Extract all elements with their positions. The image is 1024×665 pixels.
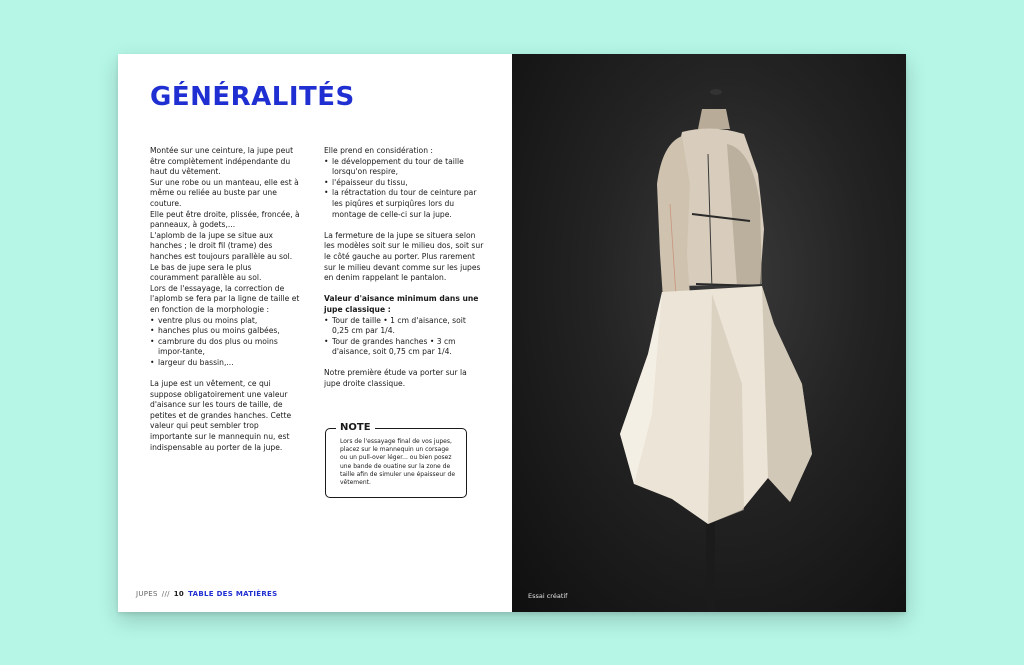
note-text: Lors de l'essayage final de vos jupes, placez sur le mannequin un corsage ou un pull-over léger... ou bien posez une bande de ouatine sur la zone de taille afin de simuler une épaisseur de vêtement. (340, 438, 456, 487)
consideration-list (324, 157, 484, 221)
paragraph: Elle peut être droite, plissée, froncée, à panneaux, à godets,... (150, 209, 300, 230)
footer-section: JUPES (136, 590, 158, 598)
right-page-photo (512, 54, 906, 612)
list-item: • largeur du bassin,... (150, 358, 300, 369)
mannequin-photo (512, 54, 906, 612)
note-box (325, 422, 467, 498)
paragraph: Elle prend en considération : (324, 146, 433, 155)
text-column-right (324, 146, 484, 390)
list-item: • Tour de grandes hanches • 3 cm d'aisance, soit 0,75 cm par 1/4. (324, 337, 484, 358)
list-item: • Tour de taille • 1 cm d'aisance, soit 0,25 cm par 1/4. (324, 316, 484, 337)
ease-values-list (324, 316, 484, 358)
list-item: • cambrure du dos plus ou moins impor-tante, (150, 337, 300, 358)
left-page (118, 54, 512, 612)
text-column-left (150, 146, 300, 453)
paragraph: Le bas de jupe sera le plus couramment parallèle au sol. (150, 262, 262, 283)
paragraph: Montée sur une ceinture, la jupe peut être complètement indépendante du haut du vêtement. (150, 146, 294, 177)
paragraph: La fermeture de la jupe se situera selon les modèles soit sur le milieu dos, soit sur le côté gauche au porter. Plus rarement sur le milieu devant comme sur les jupes en denim rappelant le pantalon. (324, 230, 484, 283)
page-title: GÉNÉRALITÉS (150, 82, 355, 112)
list-item: • hanches plus ou moins galbées, (150, 326, 300, 337)
photo-caption: Essai créatif (528, 592, 568, 600)
page-footer (136, 590, 277, 598)
list-item: • la rétractation du tour de ceinture par les piqûres et surpiqûres lors du montage de celle-ci sur la jupe. (324, 188, 484, 220)
list-item: • l'épaisseur du tissu, (324, 178, 484, 189)
list-item: • ventre plus ou moins plat, (150, 316, 300, 327)
morphology-list (150, 316, 300, 369)
page-number: 10 (173, 590, 185, 598)
paragraph: Lors de l'essayage, la correction de l'aplomb se fera par la ligne de taille et en fonction de la morphologie : (150, 283, 300, 314)
note-title: NOTE (336, 422, 375, 434)
book-spread (118, 54, 906, 612)
paragraph: Notre première étude va porter sur la jupe droite classique. (324, 368, 467, 389)
footer-separator: /// (161, 590, 170, 598)
paragraph: Sur une robe ou un manteau, elle est à même ou reliée au buste par une couture. (150, 177, 299, 208)
paragraph: L'aplomb de la jupe se situe aux hanches ; le droit fil (trame) des hanches est toujours parallèle au sol. (150, 230, 293, 261)
list-item: • le développement du tour de taille lorsqu'on respire, (324, 157, 484, 178)
paragraph: La jupe est un vêtement, ce qui suppose obligatoirement une valeur d'aisance sur les tours de taille, de petites et de grandes hanches. Cette valeur qui peut sembler trop importante sur le mannequin nu, est indispensable au porter de la jupe. (150, 379, 292, 452)
table-of-contents-link[interactable]: TABLE DES MATIÈRES (188, 590, 278, 598)
neck-knob (711, 94, 721, 108)
section-heading: Valeur d'aisance minimum dans une jupe classique : (324, 294, 479, 314)
